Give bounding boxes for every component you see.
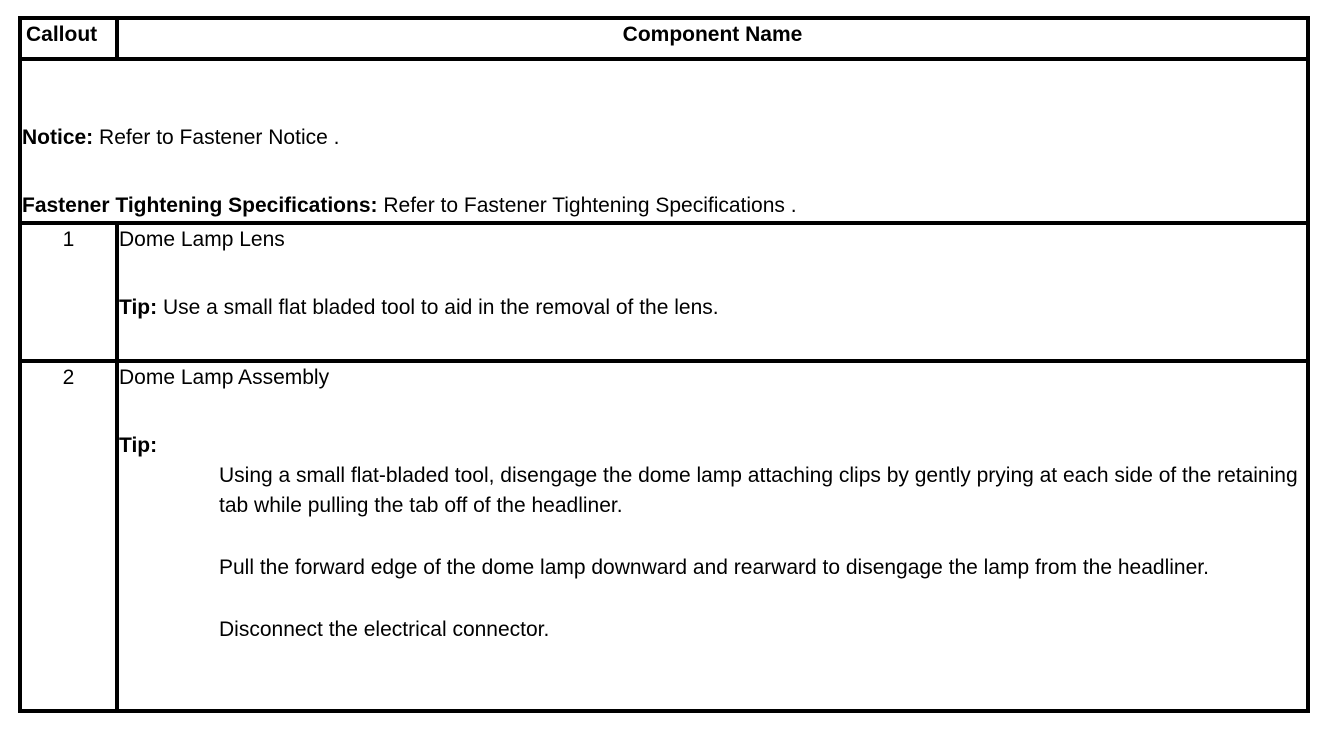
tip-line xyxy=(119,293,1306,323)
notice-cell xyxy=(20,59,1308,223)
tip-label: Tip: xyxy=(119,296,158,319)
notice-line xyxy=(22,123,1306,153)
table-row xyxy=(20,361,1308,711)
list-item: Pull the forward edge of the dome lamp downward and rearward to disengage the lamp from the headliner. xyxy=(219,556,1209,579)
callout-number: 1 xyxy=(20,223,117,361)
header-callout: Callout xyxy=(20,18,117,59)
notice-row xyxy=(20,59,1308,223)
component-name: Dome Lamp Lens xyxy=(119,228,285,251)
notice-label: Notice: xyxy=(22,126,94,149)
component-cell xyxy=(117,223,1308,361)
spec-text: Refer to Fastener Tightening Specifications . xyxy=(377,194,797,217)
header-component-name: Component Name xyxy=(117,18,1308,59)
component-table xyxy=(18,16,1310,713)
component-name: Dome Lamp Assembly xyxy=(119,366,330,389)
notice-text: Refer to Fastener Notice . xyxy=(93,126,340,149)
callout-number: 2 xyxy=(20,361,117,711)
table-row xyxy=(20,223,1308,361)
tip-text: Use a small flat bladed tool to aid in the removal of the lens. xyxy=(157,296,719,319)
list-item: Using a small flat-bladed tool, disengage the dome lamp attaching clips by gently prying at each side of the retaining tab while pulling the tab off of the headliner. xyxy=(219,464,1298,517)
tip-steps xyxy=(119,461,1306,645)
component-cell xyxy=(117,361,1308,711)
list-item: Disconnect the electrical connector. xyxy=(219,618,550,641)
tip-label: Tip: xyxy=(119,434,158,457)
spec-label: Fastener Tightening Specifications: xyxy=(22,194,378,217)
header-row xyxy=(20,18,1308,59)
spec-line xyxy=(22,191,1306,221)
